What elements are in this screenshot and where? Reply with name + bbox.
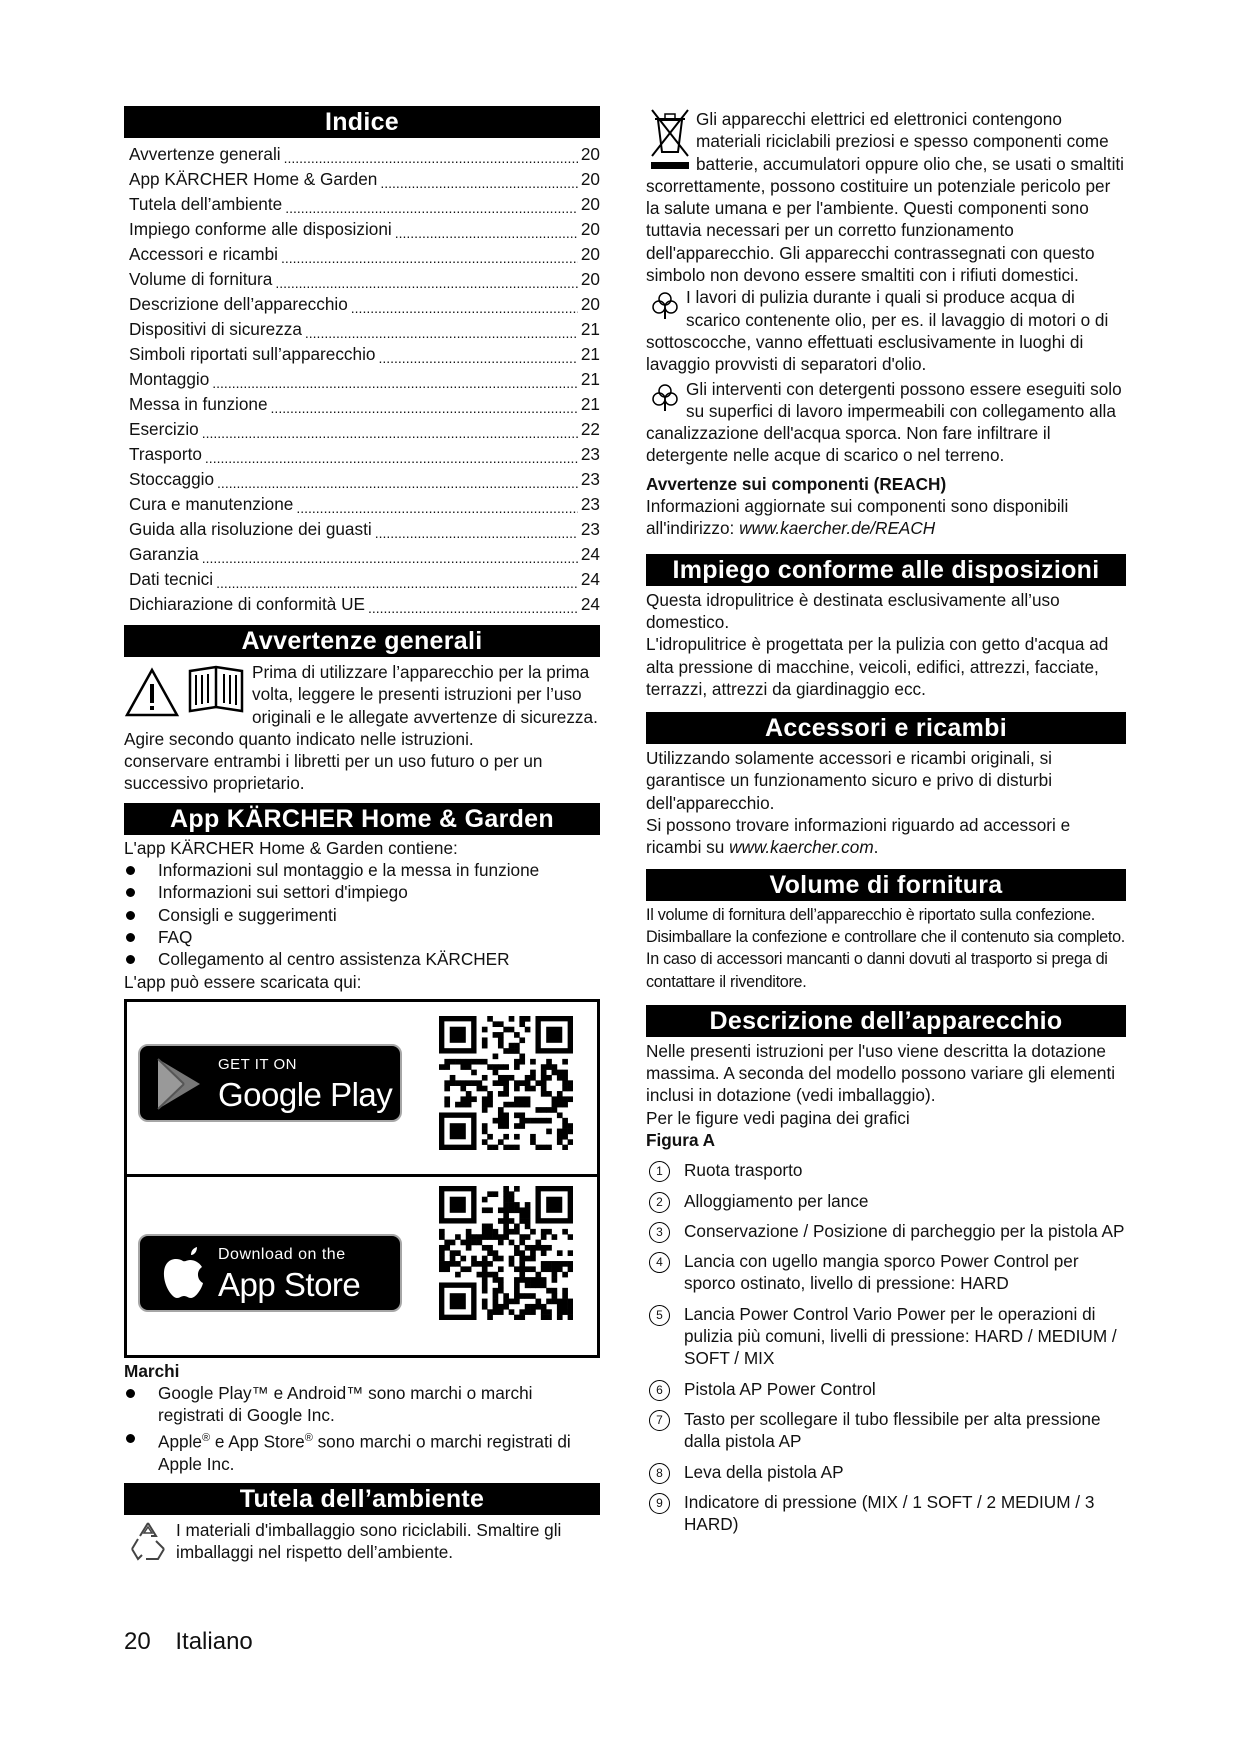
item-number-badge: 7 xyxy=(649,1410,670,1431)
accessories-p1: Utilizzando solamente accessori e ricambi originali, si garantisce un funzionamento sicuro e privo di disturbi dell'apparecchio. xyxy=(646,748,1053,813)
toc-entry-page: 20 xyxy=(580,294,600,314)
toc-leader xyxy=(216,574,578,592)
environment-packaging-text: I materiali d'imballaggio sono riciclabili. Smaltire gli imballaggi nel rispetto dell’ambiente. xyxy=(176,1520,562,1563)
item-number-badge: 3 xyxy=(649,1222,670,1243)
general-intro: Prima di utilizzare l’apparecchio per la prima volta, leggere le presenti istruzioni per l’uso originali e le allegate avvertenze di sicurezza. Agire secondo quanto indicato nelle istruzioni. xyxy=(124,662,598,749)
environment-packaging xyxy=(124,1519,600,1564)
google-play-qr-code xyxy=(439,1016,573,1150)
toc-entry-label: Trasporto xyxy=(129,444,202,464)
page-number: 20 xyxy=(124,1628,151,1655)
reach-text xyxy=(646,495,1126,540)
figure-legend-item xyxy=(646,1220,1126,1242)
toc-entry-label: Montaggio xyxy=(129,369,210,389)
item-number-badge: 2 xyxy=(649,1192,670,1213)
app-feature-item: Informazioni sui settori d'impiego xyxy=(124,881,600,903)
figure-legend-item xyxy=(646,1461,1126,1483)
toc-leader xyxy=(202,549,578,567)
toc-entry-label: Dispositivi di sicurezza xyxy=(129,319,302,339)
google-play-badge[interactable] xyxy=(138,1044,402,1122)
manual-book-icon xyxy=(186,665,246,717)
trademark-apple-a: Apple xyxy=(158,1431,202,1452)
trademark-apple xyxy=(124,1427,600,1475)
accessories-heading: Accessori e ricambi xyxy=(646,712,1126,744)
toc-entry[interactable] xyxy=(129,442,600,467)
toc-entry[interactable] xyxy=(129,267,600,292)
reg-mark: ® xyxy=(201,1431,211,1444)
water-tap-icon xyxy=(650,382,680,412)
toc-entry-label: Descrizione dell’apparecchio xyxy=(129,294,348,314)
toc-entry-page: 20 xyxy=(580,169,600,189)
google-play-large: Google Play xyxy=(218,1075,393,1113)
toc-leader xyxy=(305,324,578,342)
item-text: Indicatore di pressione (MIX / 1 SOFT / 2 MEDIUM / 3 HARD) xyxy=(684,1491,1095,1535)
toc-entry-label: Volume di fornitura xyxy=(129,269,273,289)
item-number-badge: 4 xyxy=(649,1252,670,1273)
toc-entry-label: Garanzia xyxy=(129,544,199,564)
general-keep: conservare entrambi i libretti per un uso futuro o per un successivo proprietario. xyxy=(124,751,543,794)
toc-leader xyxy=(378,349,577,367)
toc-entry-page: 21 xyxy=(580,319,600,339)
app-store-qr-code xyxy=(439,1186,573,1320)
warning-triangle-icon xyxy=(124,667,180,719)
figure-legend-item xyxy=(646,1303,1126,1370)
description-p1: Nelle presenti istruzioni per l'uso viene descritta la dotazione massima. A seconda del modello possono variare gli elementi inclusi in dotazione (vedi imballaggio). xyxy=(646,1040,1116,1106)
toc-entry-label: App KÄRCHER Home & Garden xyxy=(129,169,378,189)
right-column xyxy=(646,108,1126,1535)
figure-legend-item xyxy=(646,1190,1126,1212)
figure-legend-item xyxy=(646,1378,1126,1400)
app-feature-item: Consigli e suggerimenti xyxy=(124,904,600,926)
toc-leader xyxy=(284,149,578,167)
app-stores-box xyxy=(124,999,600,1358)
app-download-text: L'app può essere scaricata qui: xyxy=(124,971,362,992)
intended-heading: Impiego conforme alle disposizioni xyxy=(646,554,1126,586)
weee-section xyxy=(646,108,1126,286)
app-heading: App KÄRCHER Home & Garden xyxy=(124,803,600,835)
left-column xyxy=(124,106,600,1564)
item-number-badge: 8 xyxy=(649,1463,670,1484)
app-intro: L'app KÄRCHER Home & Garden contiene: xyxy=(124,837,458,858)
toc-entry-page: 20 xyxy=(580,194,600,214)
app-feature-item: Collegamento al centro assistenza KÄRCHER xyxy=(124,948,600,970)
detergent-text: Gli interventi con detergenti possono essere eseguiti solo su superfici di lavoro impermeabili con collegamento alla canalizzazione dell'acqua sporca. Non fare infiltrare il detergente nelle acque di scarico o nel terreno. xyxy=(646,378,1122,466)
figure-legend-item xyxy=(646,1408,1126,1453)
toc-entry-label: Simboli riportati sull’apparecchio xyxy=(129,344,376,364)
google-play-small: GET IT ON xyxy=(218,1055,297,1073)
toc-entry[interactable] xyxy=(129,217,600,242)
item-text: Leva della pistola AP xyxy=(684,1461,844,1482)
intended-p1: Questa idropulitrice è destinata esclusivamente all’uso domestico. xyxy=(646,589,1060,632)
item-number-badge: 9 xyxy=(649,1493,670,1514)
toc-entry[interactable] xyxy=(129,367,600,392)
toc-entry[interactable] xyxy=(129,542,600,567)
recycling-icon xyxy=(126,1519,170,1563)
toc-entry-page: 24 xyxy=(580,594,600,614)
general-section xyxy=(124,661,600,795)
stores-divider xyxy=(127,1174,597,1177)
toc-leader xyxy=(281,249,578,267)
toc-entry-page: 20 xyxy=(580,244,600,264)
toc-heading: Indice xyxy=(124,106,600,138)
app-store-small: Download on the xyxy=(218,1245,346,1263)
trademark-google-text: Google Play™ e Android™ sono marchi o marchi registrati di Google Inc. xyxy=(158,1383,533,1426)
toc-leader xyxy=(217,474,578,492)
app-feature-list xyxy=(124,859,600,970)
reach-link[interactable]: www.kaercher.de/REACH xyxy=(739,518,936,539)
toc-leader xyxy=(296,499,578,517)
toc-entry[interactable] xyxy=(129,517,600,542)
toc-entry[interactable] xyxy=(129,167,600,192)
app-feature-item: Informazioni sul montaggio e la messa in funzione xyxy=(124,859,600,881)
toc-entry-label: Dichiarazione di conformità UE xyxy=(129,594,365,614)
toc-leader xyxy=(395,224,578,242)
toc-entry[interactable] xyxy=(129,342,600,367)
toc-entry-label: Tutela dell’ambiente xyxy=(129,194,283,214)
intended-p2: L'idropulitrice è progettata per la pulizia con getto d'acqua ad alta pressione di macchine, veicoli, edifici, attrezzi, facciate, terrazzi, attrezzi da giardinaggio ecc. xyxy=(646,634,1109,699)
scope-heading: Volume di fornitura xyxy=(646,869,1126,901)
item-text: Ruota trasporto xyxy=(684,1160,803,1181)
toc-entry[interactable] xyxy=(129,492,600,517)
toc-entry-label: Avvertenze generali xyxy=(129,144,281,164)
item-text: Pistola AP Power Control xyxy=(684,1378,876,1399)
figure-legend-item xyxy=(646,1159,1126,1181)
item-number-badge: 5 xyxy=(649,1305,670,1326)
toc-leader xyxy=(205,449,578,467)
toc-entry-label: Guida alla risoluzione dei guasti xyxy=(129,519,372,539)
toc-leader xyxy=(351,299,578,317)
toc-entry[interactable] xyxy=(129,242,600,267)
item-number-badge: 1 xyxy=(649,1161,670,1182)
google-play-icon xyxy=(154,1057,204,1111)
weee-text: Gli apparecchi elettrici ed elettronici contengono materiali riciclabili preziosi e spesso componenti come batterie, accumulatori oppure olio che, se usati o smaltiti scorrettamente, possono costituire un potenziale pericolo per la salute umana e per l'ambiente. Questi componenti sono tuttavia necessari per un corretto funzionamento dell'apparecchio. Gli apparecchi contrassegnati con questo simbolo non devono essere smaltiti con i rifiuti domestici. xyxy=(646,109,1124,286)
item-text: Lancia con ugello mangia sporco Power Control per sporco ostinato, livello di pressione: HARD xyxy=(684,1251,1079,1294)
toc-entry[interactable] xyxy=(129,192,600,217)
toc-leader xyxy=(271,399,578,417)
item-text: Conservazione / Posizione di parcheggio per la pistola AP xyxy=(684,1220,1125,1241)
reach-title: Avvertenze sui componenti (REACH) xyxy=(646,473,947,494)
page-footer xyxy=(124,1628,253,1656)
toc-entry-label: Esercizio xyxy=(129,419,199,439)
apple-icon xyxy=(160,1247,206,1301)
trademark-google xyxy=(124,1382,600,1427)
toc-entry[interactable] xyxy=(129,392,600,417)
toc-entry[interactable] xyxy=(129,142,600,167)
figure-label: Figura A xyxy=(646,1129,716,1150)
scope-text: Il volume di fornitura dell’apparecchio è riportato sulla confezione. Disimballare la confezione e controllare che il contenuto sia completo. In caso di accessori mancanti o danni dovuti al trasporto si prega di contattare il rivenditore. xyxy=(646,905,1125,991)
trademarks-title: Marchi xyxy=(124,1360,180,1381)
description-p2: Per le figure vedi pagina dei grafici xyxy=(646,1107,910,1128)
description-heading: Descrizione dell’apparecchio xyxy=(646,1005,1126,1037)
trademark-apple-b: e App Store xyxy=(210,1431,305,1452)
accessories-p2-text: Si possono trovare informazioni riguardo ad accessori e ricambi su xyxy=(646,815,1071,858)
toc-entry[interactable] xyxy=(129,567,600,592)
item-text: Lancia Power Control Vario Power per le operazioni di pulizia più comuni, livelli di pressione: HARD / MEDIUM / SOFT / MIX xyxy=(684,1303,1117,1369)
toc-entry-page: 21 xyxy=(580,344,600,364)
toc-leader xyxy=(275,274,578,292)
detergent-section xyxy=(646,378,1126,467)
toc-list xyxy=(124,142,600,617)
toc-entry-page: 24 xyxy=(580,544,600,564)
toc-entry-label: Messa in funzione xyxy=(129,394,268,414)
toc-entry-label: Cura e manutenzione xyxy=(129,494,294,514)
toc-entry-label: Impiego conforme alle disposizioni xyxy=(129,219,392,239)
app-store-badge[interactable] xyxy=(138,1234,402,1312)
page-language: Italiano xyxy=(175,1628,253,1655)
toc-entry-page: 22 xyxy=(580,419,600,439)
accessories-p2 xyxy=(646,814,1126,859)
general-icons xyxy=(124,661,252,727)
water-tap-icon xyxy=(650,290,680,320)
toc-leader xyxy=(212,374,578,392)
toc-entry-page: 23 xyxy=(580,494,600,514)
environment-heading: Tutela dell’ambiente xyxy=(124,1483,600,1515)
toc-leader xyxy=(380,174,578,192)
toc-entry-page: 21 xyxy=(580,369,600,389)
figure-legend-item xyxy=(646,1491,1126,1536)
toc-leader xyxy=(285,199,578,217)
accessories-dot: . xyxy=(873,837,879,858)
figure-legend xyxy=(646,1159,1126,1535)
toc-entry-page: 24 xyxy=(580,569,600,589)
item-text: Tasto per scollegare il tubo flessibile per alta pressione dalla pistola AP xyxy=(684,1408,1101,1452)
toc-entry-page: 21 xyxy=(580,394,600,414)
app-feature-item: FAQ xyxy=(124,926,600,948)
toc-entry[interactable] xyxy=(129,417,600,442)
toc-entry[interactable] xyxy=(129,467,600,492)
toc-entry-page: 20 xyxy=(580,269,600,289)
trademarks-list xyxy=(124,1382,600,1475)
toc-entry-page: 23 xyxy=(580,444,600,464)
toc-entry-label: Stoccaggio xyxy=(129,469,215,489)
reach-text-body: Informazioni aggiornate sui componenti sono disponibili all'indirizzo: xyxy=(646,496,1069,539)
toc-entry-page: 20 xyxy=(580,144,600,164)
toc-entry[interactable] xyxy=(129,317,600,342)
item-number-badge: 6 xyxy=(649,1380,670,1401)
toc-leader xyxy=(368,599,578,617)
toc-leader xyxy=(202,424,578,442)
oil-section xyxy=(646,286,1126,375)
toc-leader xyxy=(375,524,578,542)
general-heading: Avvertenze generali xyxy=(124,625,600,657)
app-store-large: App Store xyxy=(218,1265,361,1303)
toc-entry-page: 23 xyxy=(580,469,600,489)
reg-mark: ® xyxy=(304,1431,313,1444)
item-text: Alloggiamento per lance xyxy=(684,1190,869,1211)
crossed-bin-icon xyxy=(650,108,690,172)
oil-text: I lavori di pulizia durante i quali si produce acqua di scarico contenente olio, per es. il lavaggio di motori o di sottoscocche, vanno effettuati esclusivamente in luoghi di lavaggio provvisti di separatori d'olio. xyxy=(646,287,1109,375)
toc-entry-page: 20 xyxy=(580,219,600,239)
trademark-apple-c: sono marchi o marchi registrati di Apple Inc. xyxy=(158,1431,571,1474)
toc-entry-page: 23 xyxy=(580,519,600,539)
toc-entry-label: Dati tecnici xyxy=(129,569,214,589)
toc-entry[interactable] xyxy=(129,292,600,317)
figure-legend-item xyxy=(646,1250,1126,1295)
accessories-link[interactable]: www.kaercher.com xyxy=(729,837,874,858)
toc-entry-label: Accessori e ricambi xyxy=(129,244,278,264)
toc-entry[interactable] xyxy=(129,592,600,617)
